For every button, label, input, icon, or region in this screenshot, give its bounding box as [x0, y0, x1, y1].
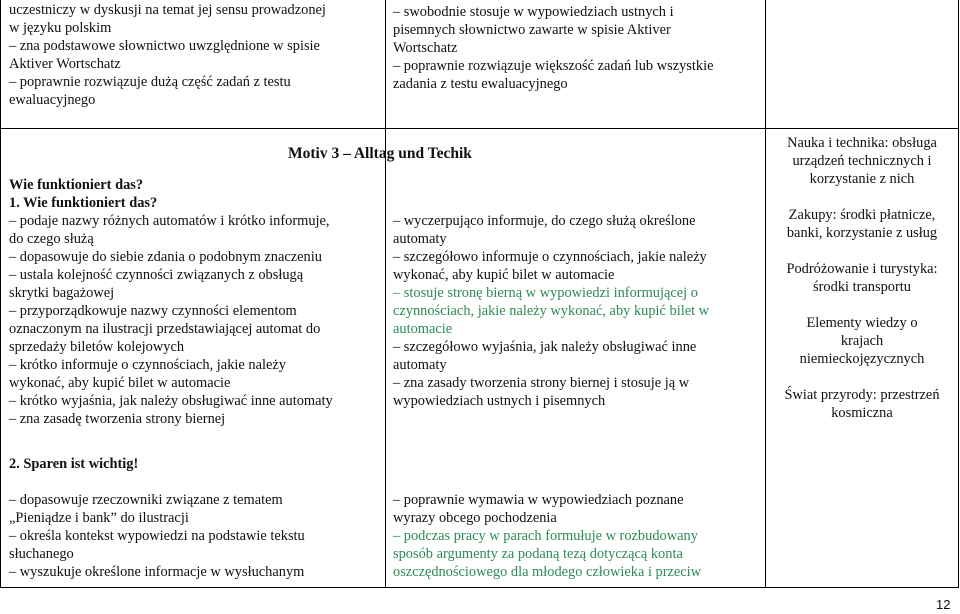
row-divider-bottom [0, 587, 959, 588]
text-line: Nauka i technika: obsługa [787, 135, 937, 151]
text-line: sprzedaży biletów kolejowych [9, 339, 185, 355]
text-line: wykonać, aby kupić bilet w automacie [9, 375, 231, 391]
text-line: – dopasowuje rzeczowniki związane z tematem [9, 492, 283, 508]
text-line: – poprawnie wymawia w wypowiedziach poznane [393, 492, 684, 508]
text-line: wykonać, aby kupić bilet w automacie [393, 267, 615, 283]
text-line: – dopasowuje do siebie zdania o podobnym znaczeniu [9, 249, 322, 265]
text-line-green: automacie [393, 321, 453, 337]
text-line: urządzeń technicznych i [792, 153, 932, 169]
text-line: uczestniczy w dyskusji na temat jej sensu prowadzonej [9, 2, 326, 18]
section2-left [9, 455, 305, 581]
topic-block [766, 206, 958, 242]
text-line: wyrazy obcego pochodzenia [393, 510, 557, 526]
text-line: – krótko wyjaśnia, jak należy obsługiwać inne automaty [9, 393, 333, 409]
text-line: banki, korzystanie z usług [786, 225, 938, 241]
text-line-green: – podczas pracy w parach formułuje w rozbudowany [393, 528, 698, 544]
text-line: Podróżowanie i turystyka: [786, 261, 938, 277]
text-line: – przyporządkowuje nazwy czynności elementom [9, 303, 297, 319]
topic-block [766, 386, 958, 422]
text-line: Wortschatz [393, 40, 458, 56]
section2-mid [393, 491, 701, 581]
text-line: pisemnych słownictwo zawarte w spisie Aktiver [393, 22, 671, 38]
text-line: Zakupy: środki płatnicze, [788, 207, 936, 223]
text-line: – poprawnie rozwiązuje dużą część zadań z testu [9, 74, 291, 90]
text-line: – szczegółowo informuje o czynnościach, jakie należy [393, 249, 707, 265]
section1-mid [393, 212, 709, 410]
text-line: automaty [393, 357, 447, 373]
text-line: automaty [393, 231, 447, 247]
text-line: – określa kontekst wypowiedzi na podstawie tekstu [9, 528, 305, 544]
text-line: niemieckojęzycznych [799, 351, 925, 367]
text-line: do czego służą [9, 231, 94, 247]
text-line: – wyczerpująco informuje, do czego służą określone [393, 213, 696, 229]
text-line: wypowiedziach ustnych i pisemnych [393, 393, 606, 409]
text-line: Aktiver Wortschatz [9, 56, 121, 72]
text-line: korzystanie z nich [809, 171, 915, 187]
text-line: – swobodnie stosuje w wypowiedziach ustnych i [393, 4, 674, 20]
text-line-green: oszczędnościowego dla młodego człowieka i przeciw [393, 564, 702, 580]
text-line: – zna zasady tworzenia strony biernej i stosuje ją w [393, 375, 690, 391]
text-line: środki transportu [813, 279, 911, 295]
topic-block [766, 134, 958, 188]
row-divider-top [0, 128, 959, 129]
text-line: skrytki bagażowej [9, 285, 115, 301]
text-line: krajach [840, 333, 884, 349]
top-left-cell [9, 1, 326, 109]
text-line: słuchanego [9, 546, 74, 562]
topic-block [766, 260, 958, 296]
text-line: w języku polskim [9, 20, 112, 36]
text-line: zadania z testu ewaluacyjnego [393, 76, 568, 92]
text-line: „Pieniądze i bank” do ilustracji [9, 510, 189, 526]
topic-block [766, 314, 958, 368]
text-line: Elementy wiedzy o [806, 315, 918, 331]
page-number: 12 [936, 597, 951, 612]
top-mid-cell [393, 3, 713, 93]
table-border-right [958, 0, 959, 587]
text-line: – wyszukuje określone informacje w wysłuchanym [9, 564, 305, 580]
section-heading: 2. Sparen ist wichtig! [9, 456, 139, 472]
text-line: – szczegółowo wyjaśnia, jak należy obsługiwać inne [393, 339, 697, 355]
text-line-green: czynnościach, jakie należy wykonać, aby kupić bilet w [393, 303, 710, 319]
text-line: ewaluacyjnego [9, 92, 96, 108]
text-line: – zna zasadę tworzenia strony biernej [9, 411, 226, 427]
text-line-green: – stosuje stronę bierną w wypowiedzi informującej o [393, 285, 698, 301]
right-column [766, 134, 958, 422]
motiv-title: Motiv 3 – Alltag und Techik [288, 145, 472, 162]
text-line: – ustala kolejność czynności związanych z obsługą [9, 267, 304, 283]
text-line-green: sposób argumenty za podaną tezą dotyczącą konta [393, 546, 683, 562]
table-border-left [0, 0, 1, 587]
table-divider-1 [385, 0, 386, 587]
text-line: – podaje nazwy różnych automatów i krótko informuje, [9, 213, 330, 229]
section-heading: 1. Wie funktioniert das? [9, 195, 158, 211]
section-heading: Wie funktioniert das? [9, 177, 144, 193]
text-line: – krótko informuje o czynnościach, jakie należy [9, 357, 286, 373]
text-line: kosmiczna [831, 405, 893, 421]
text-line: – poprawnie rozwiązuje większość zadań lub wszystkie [393, 58, 714, 74]
text-line: – zna podstawowe słownictwo uwzględnione w spisie [9, 38, 320, 54]
text-line: oznaczonym na ilustracji przedstawiającej automat do [9, 321, 321, 337]
text-line: Świat przyrody: przestrzeń [784, 387, 940, 403]
section1-left [9, 176, 333, 428]
